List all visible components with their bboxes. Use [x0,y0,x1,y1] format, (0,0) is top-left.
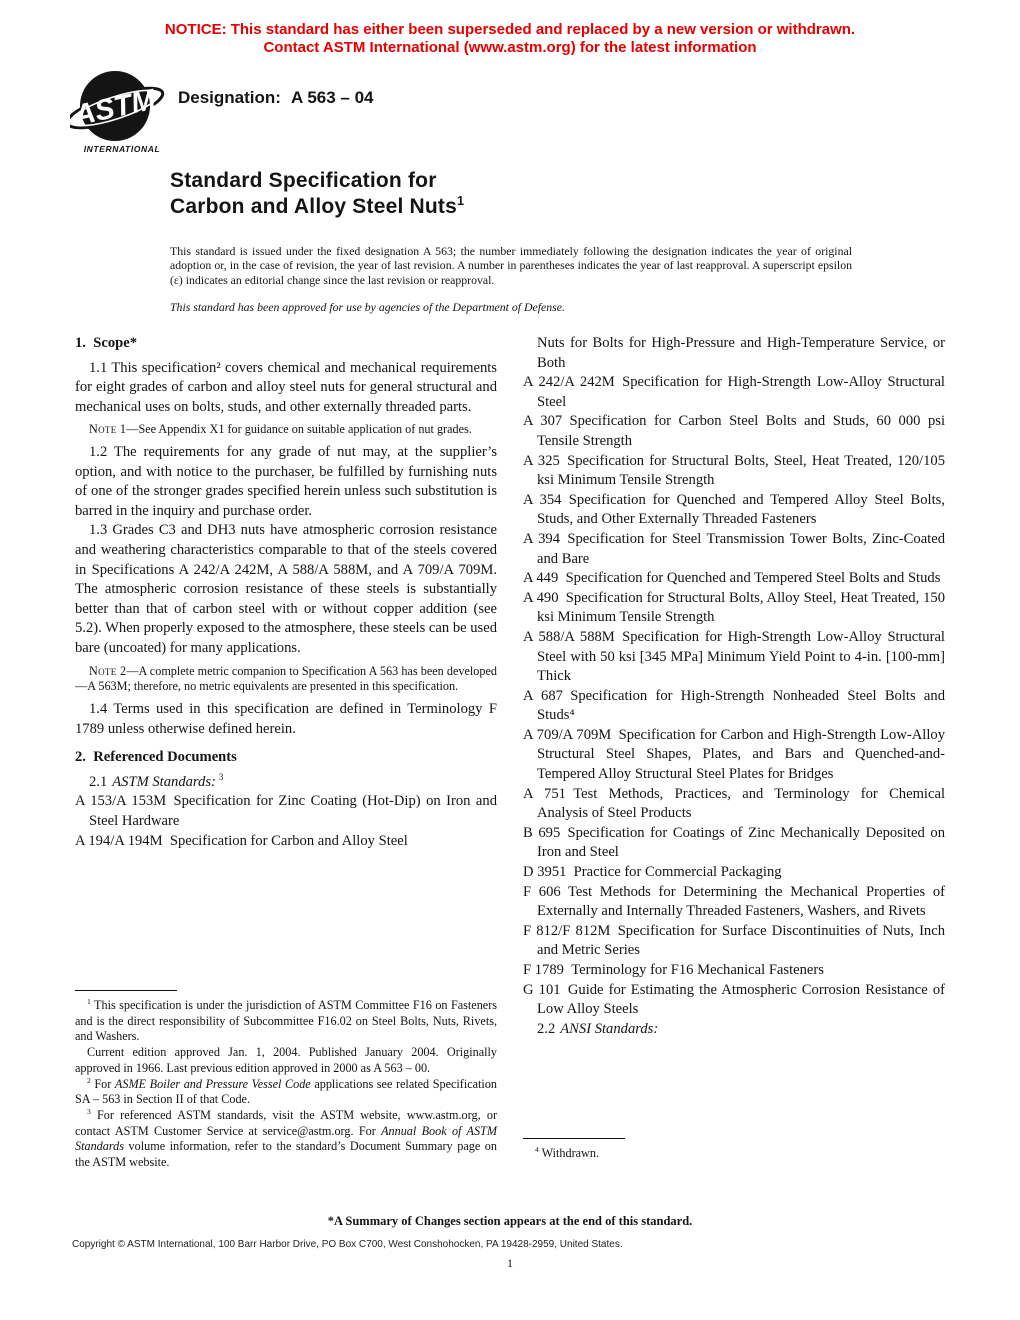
reference-item: A 325 Specification for Structural Bolts, Steel, Heat Treated, 120/105 ksi Minimum Tensile Strength [523,452,945,489]
notice-line-1: NOTICE: This standard has either been superseded and replaced by a new version or withdrawn. [164,21,856,38]
page-number: 1 [507,1256,513,1270]
paragraph-1-1: 1.1 This specification² covers chemical and mechanical requirements for eight grades of carbon and alloy steel nuts for general structural and mechanical uses on bolts, studs, and other externally threaded parts. [75,359,497,415]
paragraph-1-3: 1.3 Grades C3 and DH3 nuts have atmospheric corrosion resistance and weathering characteristics comparable to that of the steels covered in Specifications A 242/A 242M, A 588/A 588M, and A 709/A 709M. The atmospheric corrosion resistance of these steels is substantially better than that of carbon steel with or without copper addition (see 5.2). When properly exposed to the atmosphere, these steels can be used bare (uncoated) for many applications. [75,522,498,657]
reference-item: A 751 Test Methods, Practices, and Terminology for Chemical Analysis of Steel Products [523,785,945,822]
astm-logo-subtext: INTERNATIONAL [83,144,161,154]
paragraph-1-2: 1.2 The requirements for any grade of nut may, at the supplier’s option, and with notice to the purchaser, be fulfilled by furnishing nuts of one of the stronger grades specified herein unless such substitution is barred in the inquiry and purchase order. [75,444,497,519]
issuance-note: This standard is issued under the fixed designation A 563; the number immediately following the designation indicates the year of original adoption or, in the case of revision, the year of last revision. A number in parentheses indicates the year of last reapproval. A superscript epsilon (ε) indicates an editorial change since the last revision or reapproval. [170,244,852,287]
dod-approval-note: This standard has been approved for use by agencies of the Department of Defense. [170,300,565,314]
footnotes-right [523,1138,945,1162]
reference-item: A 709/A 709M Specification for Carbon and High-Strength Low-Alloy Structural Steel Shapes, Plates, and Bars and Quenched-and-Tempered Alloy Structural Steel Plates for Bridges [523,726,945,783]
reference-item: D 3951 Practice for Commercial Packaging [523,864,782,881]
withdrawal-notice [0,21,1020,56]
reference-item: A 194/A 194M Specification for Carbon and Alloy Steel [75,832,408,849]
right-column [523,334,945,1039]
footnote-rule [75,990,177,991]
reference-item: A 687 Specification for High-Strength Nonheaded Steel Bolts and Studs⁴ [523,687,945,724]
document-title [170,168,464,220]
reference-item: A 354 Specification for Quenched and Tempered Alloy Steel Bolts, Studs, and Other Externally Threaded Fasteners [523,491,945,528]
footnote-2: $^2$ For ASME Boiler and Pressure Vessel Code applications see related Specification SA – 563 in Section II of that Code. [75,1075,498,1107]
note-2: Note 2—A complete metric companion to Specification A 563 has been developed—A 563M; therefore, no metric equivalents are presented in this specification. [75,663,497,694]
reference-item: A 394 Specification for Steel Transmission Tower Bolts, Zinc-Coated and Bare [523,530,945,567]
paragraph-1-4: 1.4 Terms used in this specification are defined in Terminology F 1789 unless otherwise defined herein. [75,701,497,737]
astm-globe-icon [70,68,174,154]
note-1: Note 1—See Appendix X1 for guidance on suitable application of nut grades. [89,422,472,437]
subsection-2-2: 2.2 ANSI Standards: [537,1020,659,1037]
left-column [75,334,497,851]
section-heading-referenced-documents: 2. Referenced Documents [75,749,237,766]
footnote-3: $^3$ For referenced ASTM standards, visit the ASTM website, www.astm.org, or contact ASTM Customer Service at service@astm.org. For Annual Book of ASTM Standards volume information, refer to the standard’s Document Summary page on the ASTM website. [75,1106,497,1170]
copyright-line: Copyright © ASTM International, 100 Barr Harbor Drive, PO Box C700, West Conshohocken, PA 19428-2959, United States. [72,1239,623,1250]
section-heading-scope: 1. Scope* [75,335,138,351]
subsection-2-1: 2.1 ASTM Standards: $^3$ [89,771,224,790]
designation-label: Designation: [178,88,281,107]
title-footnote-marker: 1 [457,194,465,208]
reference-list-right [523,373,945,1020]
summary-of-changes-note: *A Summary of Changes section appears at the end of this standard. [327,1214,693,1228]
astm-logo [70,68,174,154]
designation-value: A 563 – 04 [290,88,374,107]
reference-item: A 490 Specification for Structural Bolts, Alloy Steel, Heat Treated, 150 ksi Minimum Tensile Strength [523,589,945,626]
notice-line-2: Contact ASTM International (www.astm.org) for the latest information [263,38,757,56]
reference-item: F 1789 Terminology for F16 Mechanical Fasteners [523,962,824,978]
reference-list-left [75,792,497,851]
astm-logo-text: ASTM [71,83,159,133]
footnote-rule [523,1138,625,1139]
reference-item: F 606 Test Methods for Determining the Mechanical Properties of Externally and Internally Threaded Fasteners, Washers, and Rivets [523,883,945,920]
title-line-1: Standard Specification for [170,169,437,192]
reference-item-continuation: Nuts for Bolts for High-Pressure and High-Temperature Service, or Both [537,335,945,371]
footnotes-left [75,990,497,1171]
designation [178,88,374,108]
reference-item: A 307 Specification for Carbon Steel Bolts and Studs, 60 000 psi Tensile Strength [523,413,945,449]
reference-item: F 812/F 812M Specification for Surface Discontinuities of Nuts, Inch and Metric Series [523,922,945,959]
reference-item: A 588/A 588M Specification for High-Strength Low-Alloy Structural Steel with 50 ksi [345 MPa] Minimum Yield Point to 4-in. [100-mm] Thick [523,628,945,685]
reference-item: A 242/A 242M Specification for High-Strength Low-Alloy Structural Steel [523,374,945,410]
reference-item: B 695 Specification for Coatings of Zinc Mechanically Deposited on Iron and Steel [523,824,945,861]
reference-item: A 449 Specification for Quenched and Tempered Steel Bolts and Studs [523,570,941,587]
footnote-1: $^1$ This specification is under the jurisdiction of ASTM Committee F16 on Fasteners and is the direct responsibility of Subcommittee F16.02 on Steel Bolts, Nuts, Rivets, and Washers. [75,996,497,1044]
reference-item: G 101 Guide for Estimating the Atmospheric Corrosion Resistance of Low Alloy Steels [523,981,945,1018]
footnote-4: $^4$ Withdrawn. [535,1144,599,1160]
title-line-2: Carbon and Alloy Steel Nuts$^1$ [170,194,465,218]
footnote-1-edition: Current edition approved Jan. 1, 2004. Published January 2004. Originally approved in 1966. Last previous edition approved in 2000 as A 563 – 00. [75,1045,497,1075]
reference-item: A 153/A 153M Specification for Zinc Coating (Hot-Dip) on Iron and Steel Hardware [75,793,497,829]
